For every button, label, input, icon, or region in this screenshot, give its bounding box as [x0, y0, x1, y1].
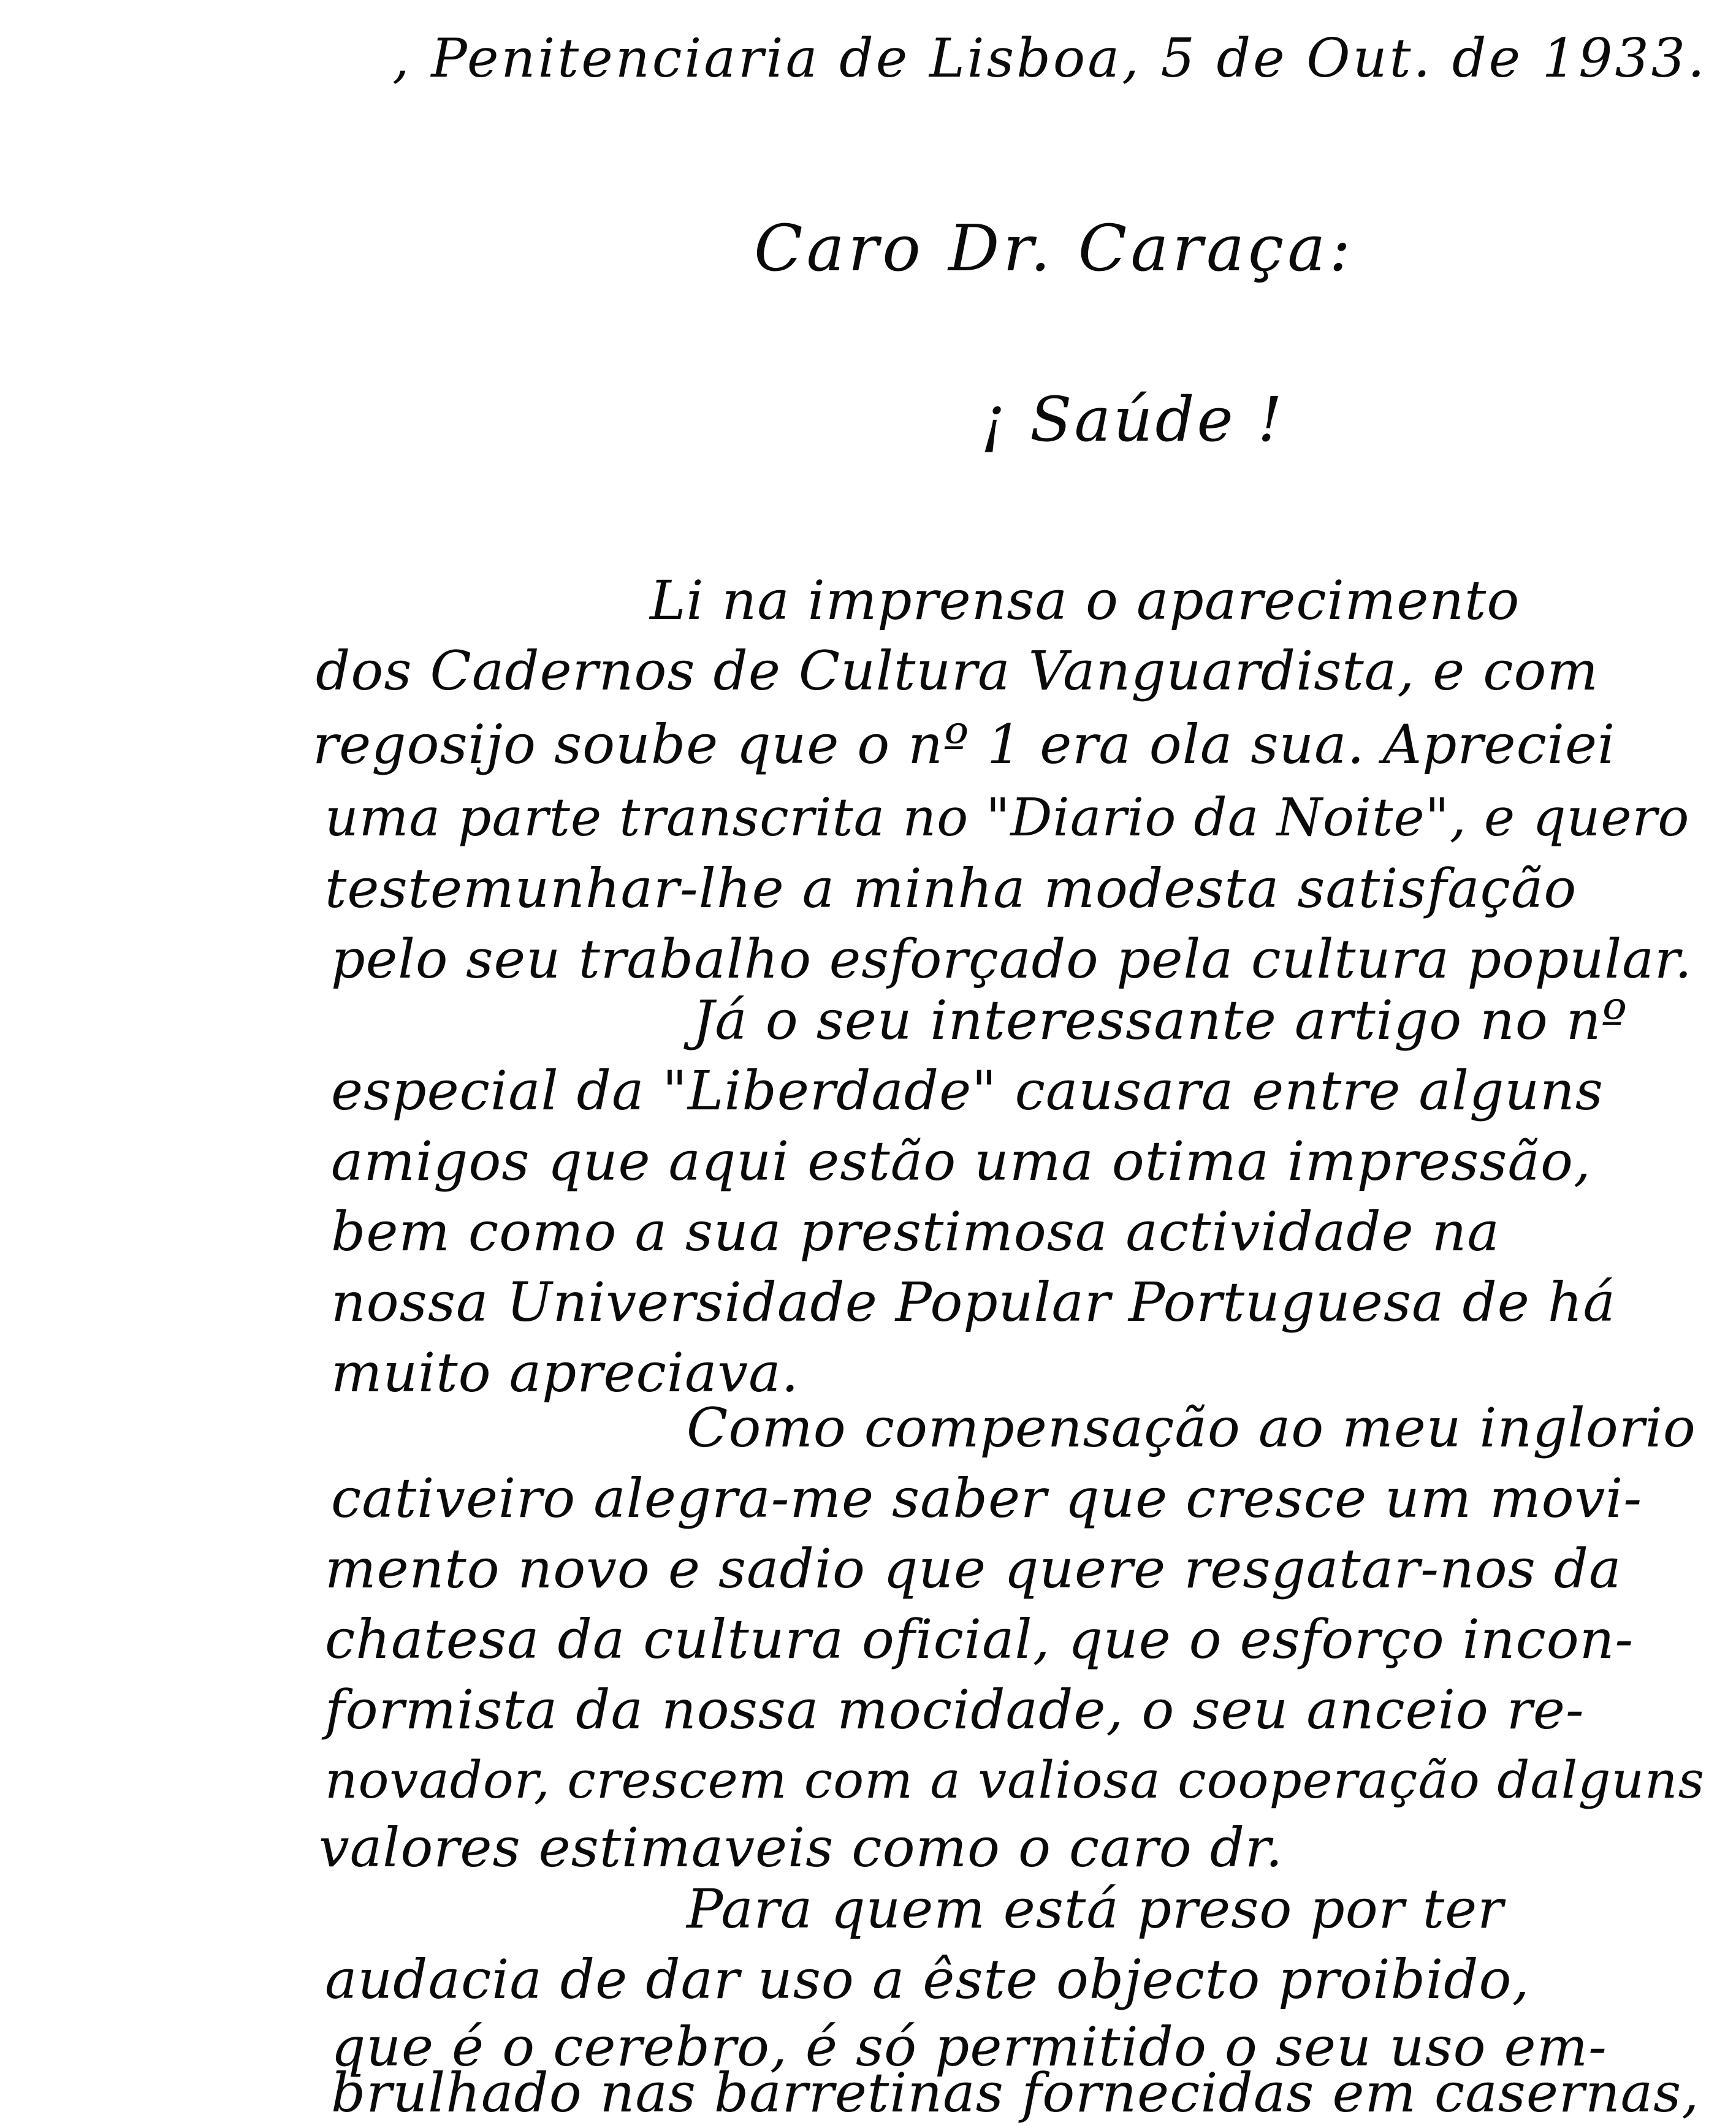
letter-line: especial da "Liberdade" causara entre alguns: [331, 1059, 1604, 1122]
letter-line: muito apreciava.: [331, 1341, 799, 1404]
letter-line: regosijo soube que o nº 1 era ola sua. Apreciei: [313, 713, 1616, 776]
letter-line: Para quem está preso por ter: [687, 1877, 1504, 1940]
letter-line: nossa Universidade Popular Portuguesa de há: [331, 1271, 1616, 1334]
letter-line: novador, crescem com a valiosa cooperação dalguns: [325, 1750, 1705, 1810]
letter-line: brulhado nas barretinas fornecidas em casernas,: [331, 2061, 1700, 2124]
letter-line: Já o seu interessante artigo no nº: [693, 989, 1628, 1052]
letter-line: pelo seu trabalho esforçado pela cultura popular.: [331, 928, 1692, 990]
letter-line: Li na imprensa o aparecimento: [650, 569, 1520, 632]
letter-line: chatesa da cultura oficial, que o esforço incon-: [325, 1608, 1634, 1671]
letter-line: cativeiro alegra-me saber que cresce um movi-: [331, 1467, 1643, 1530]
letter-place-date: , Penitenciaria de Lisboa, 5 de Out. de 1933.: [392, 27, 1707, 89]
letter-line: amigos que aqui estão uma otima impressão,: [331, 1130, 1591, 1193]
letter-line: mento novo e sadio que quere resgatar-nos da: [325, 1537, 1622, 1600]
letter-line: valores estimaveis como o caro dr.: [319, 1816, 1284, 1879]
letter-line: uma parte transcrita no "Diario da Noite", e quero: [325, 788, 1690, 848]
letter-line: audacia de dar uso a êste objecto proibido,: [325, 1948, 1530, 2011]
letter-line: testemunhar-lhe a minha modesta satisfação: [325, 857, 1577, 920]
letter-greeting: ¡ Saúde !: [981, 384, 1285, 455]
letter-salutation: Caro Dr. Caraça:: [754, 211, 1355, 286]
letter-line: que é o cerebro, é só permitido o seu uso em-: [331, 2015, 1607, 2078]
letter-line: formista da nossa mocidade, o seu anceio re-: [325, 1678, 1585, 1741]
letter-line: dos Cadernos de Cultura Vanguardista, e com: [316, 639, 1599, 702]
letter-line: Como compensação ao meu inglorio: [687, 1396, 1696, 1459]
letter-line: bem como a sua prestimosa actividade na: [331, 1200, 1500, 1263]
